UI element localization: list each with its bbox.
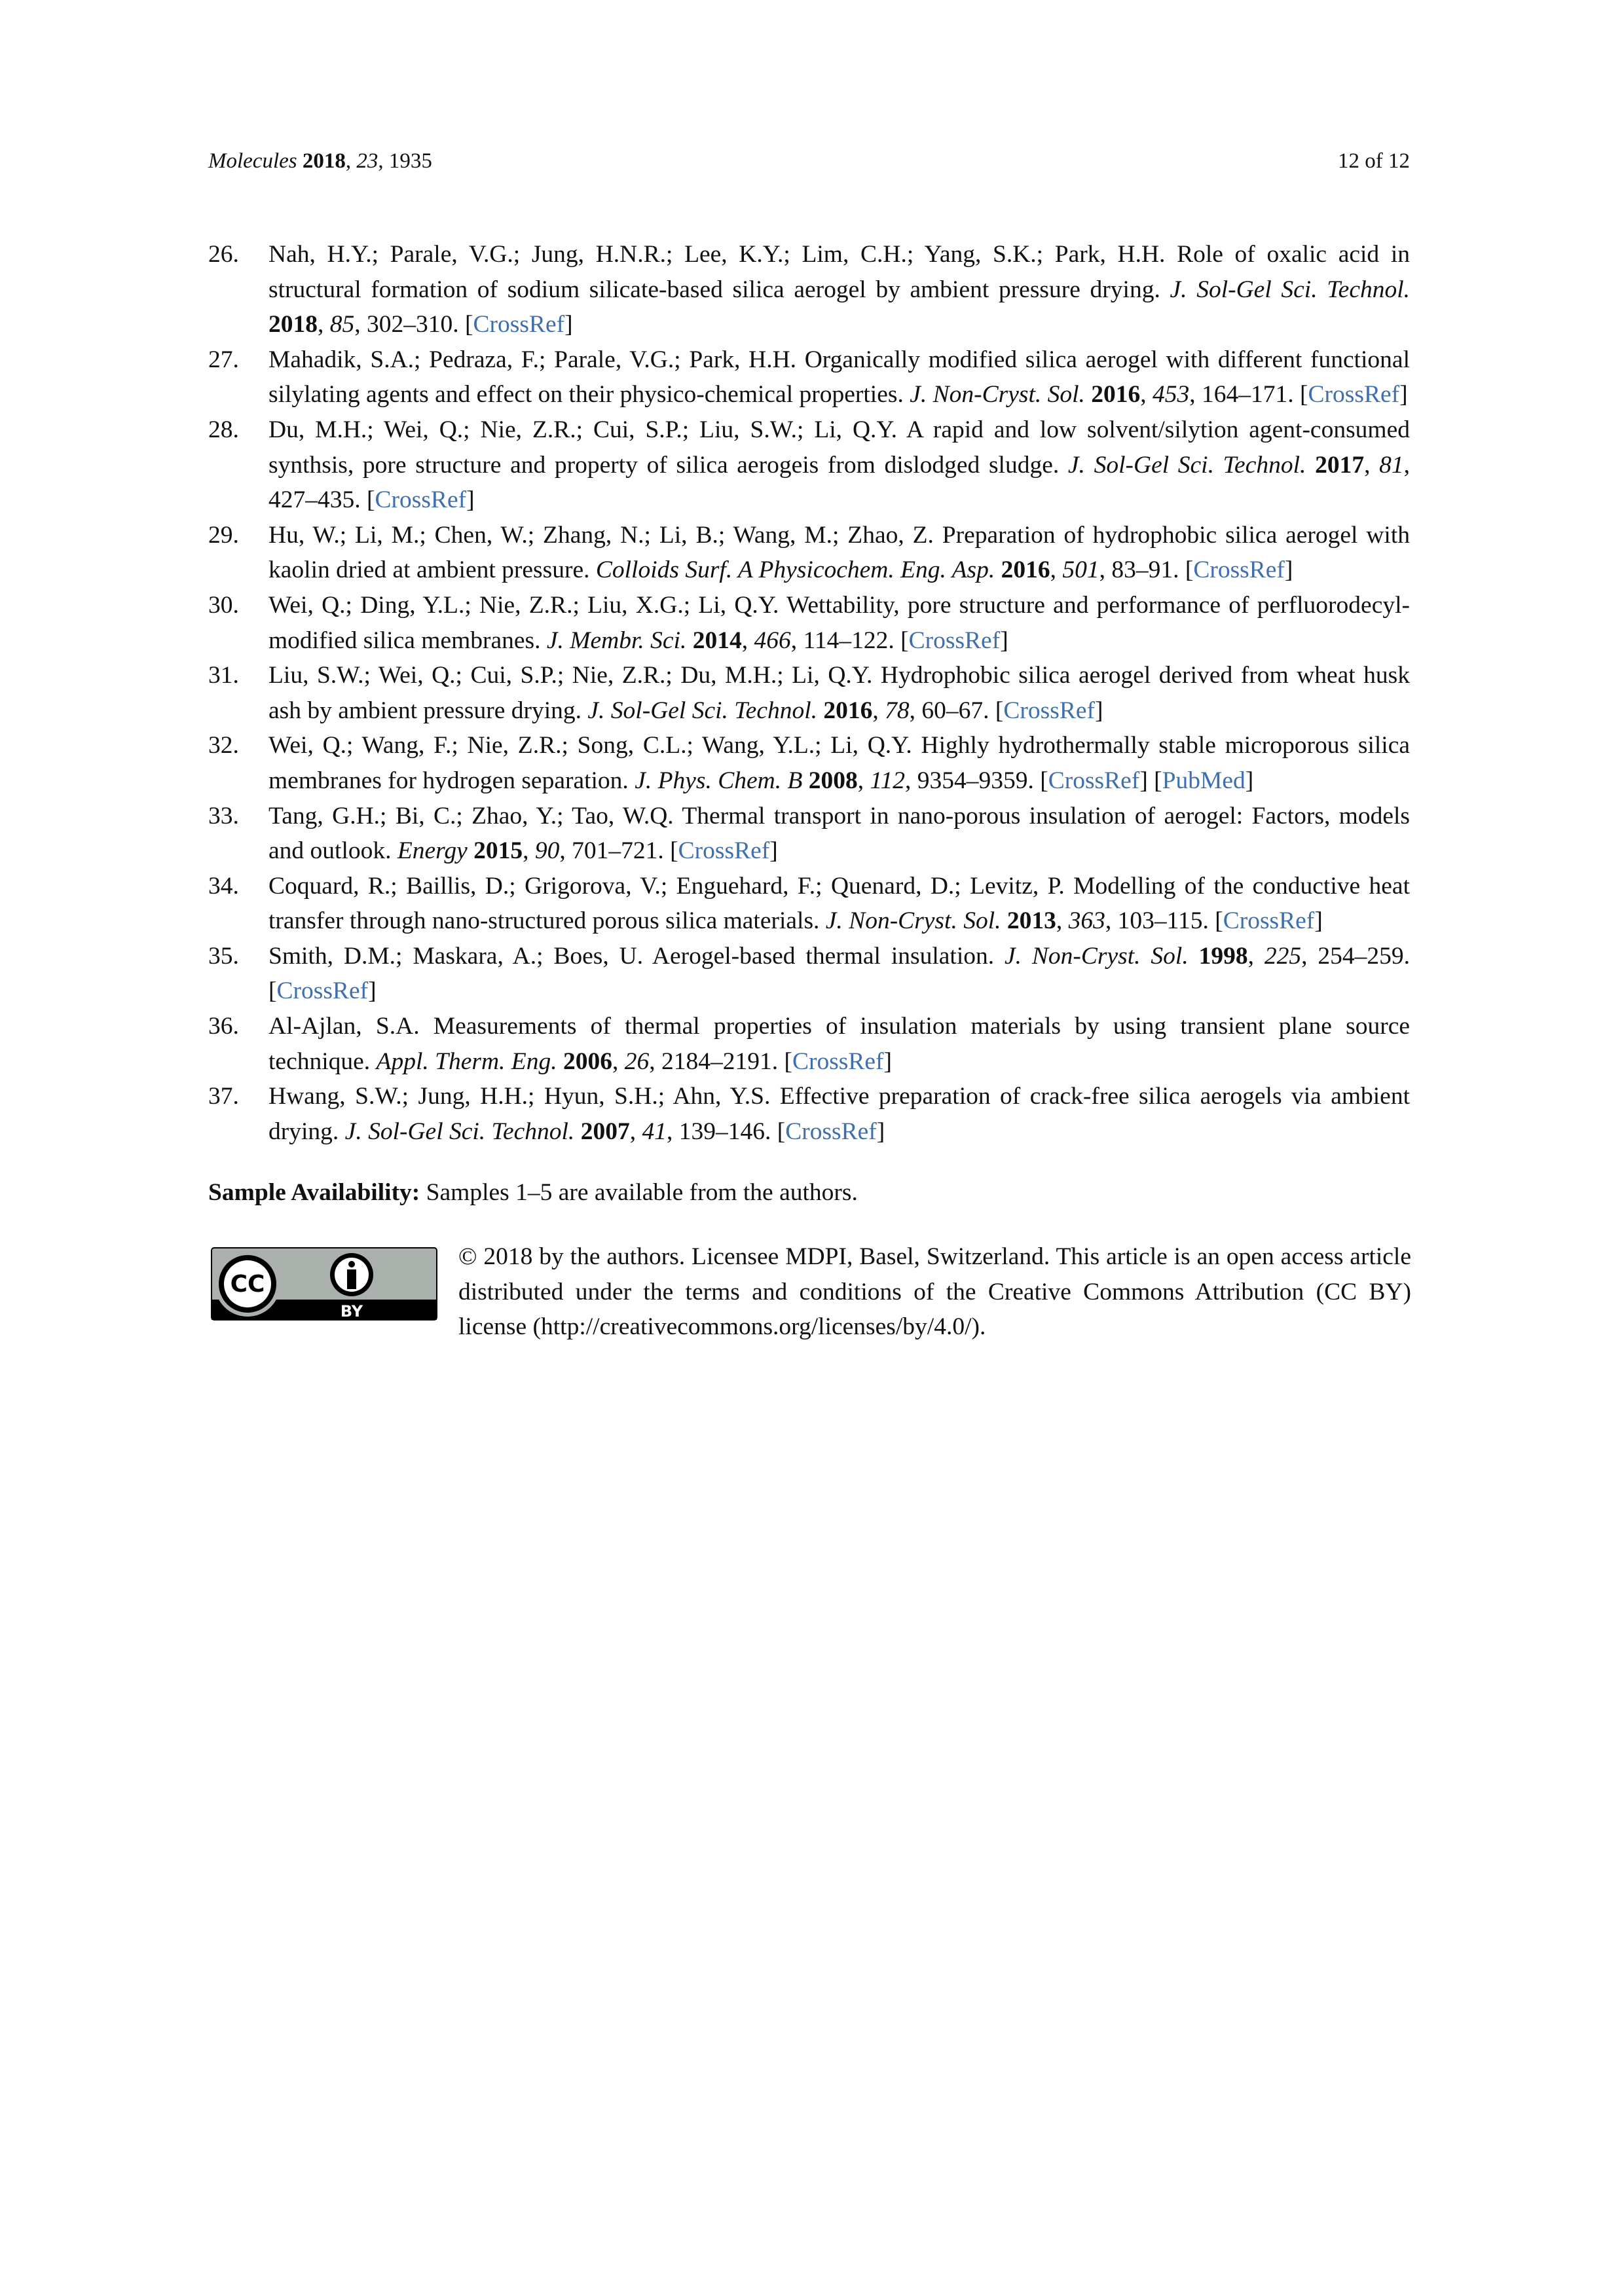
reference-year: 2016 xyxy=(1091,381,1141,409)
reference-year: 2018 xyxy=(268,311,318,338)
cc-by-license-badge[interactable] xyxy=(211,1247,437,1321)
reference-text: Hu, W.; Li, M.; Chen, W.; Zhang, N.; Li, B.; Wang, M.; Zhao, Z. Preparation of hydrophobic silica aerogel with kaolin dried at ambient pressure. Colloids Surf. A Physicochem. Eng. Asp. 2016, 501, 83–91. [CrossRef] xyxy=(268,521,1410,584)
reference-number: 28. xyxy=(208,416,239,443)
reference-pages: 9354–9359. xyxy=(917,767,1034,794)
reference-volume: 225 xyxy=(1264,942,1302,970)
crossref-link[interactable]: CrossRef xyxy=(1223,907,1315,935)
reference-volume: 85 xyxy=(329,311,355,338)
crossref-link[interactable]: CrossRef xyxy=(678,837,770,865)
reference-journal: J. Membr. Sci. xyxy=(546,627,687,654)
journal-citation: Molecules 2018, 23, 1935 xyxy=(208,149,432,173)
reference-journal: J. Non-Cryst. Sol. xyxy=(910,381,1085,409)
reference-text: Wei, Q.; Ding, Y.L.; Nie, Z.R.; Liu, X.G.; Li, Q.Y. Wettability, pore structure and performance of perfluorodecyl-modified silica membranes. J. Membr. Sci. 2014, 466, 114–122. [CrossRef] xyxy=(268,591,1410,654)
attribution-icon-body xyxy=(347,1269,356,1289)
reference-item xyxy=(208,518,1410,588)
reference-volume: 453 xyxy=(1153,381,1190,409)
reference-number: 30. xyxy=(208,591,239,619)
reference-item xyxy=(208,658,1410,728)
reference-authors-title: Smith, D.M.; Maskara, A.; Boes, U. Aerogel-based thermal insulation. xyxy=(268,942,1005,970)
sample-availability-label: Sample Availability: xyxy=(208,1179,420,1206)
reference-journal: Energy xyxy=(397,837,468,865)
reference-pages: 2184–2191. xyxy=(661,1048,779,1075)
sample-availability xyxy=(208,1178,858,1207)
reference-authors-title: Du, M.H.; Wei, Q.; Nie, Z.R.; Cui, S.P.; Liu, S.W.; Li, Q.Y. A rapid and low solvent/silytion agent-consumed synthsis, pore structure and property of silica aerogeis from dislodged sludge. xyxy=(268,416,1410,479)
reference-journal: Colloids Surf. A Physicochem. Eng. Asp. xyxy=(595,556,995,584)
sample-availability-text: Samples 1–5 are available from the authors. xyxy=(420,1179,858,1206)
crossref-link[interactable]: CrossRef xyxy=(375,486,467,514)
reference-journal: J. Sol-Gel Sci. Technol. xyxy=(587,697,818,724)
crossref-link[interactable]: CrossRef xyxy=(908,627,1001,654)
reference-number: 32. xyxy=(208,732,239,759)
reference-volume: 112 xyxy=(870,767,905,794)
reference-journal: Appl. Therm. Eng. xyxy=(376,1048,557,1075)
reference-year: 2017 xyxy=(1315,451,1365,479)
reference-year: 2006 xyxy=(563,1048,612,1075)
reference-authors-title: Tang, G.H.; Bi, C.; Zhao, Y.; Tao, W.Q. Thermal transport in nano-porous insulation of aerogel: Factors, models and outlook. xyxy=(268,802,1410,865)
reference-item xyxy=(208,869,1410,939)
reference-text: Smith, D.M.; Maskara, A.; Boes, U. Aerogel-based thermal insulation. J. Non-Cryst. Sol. 1998, 225, 254–259. [CrossRef] xyxy=(268,942,1411,1005)
reference-item xyxy=(208,412,1410,518)
reference-authors-title: Hu, W.; Li, M.; Chen, W.; Zhang, N.; Li, B.; Wang, M.; Zhao, Z. Preparation of hydrophobic silica aerogel with kaolin dried at ambient pressure. xyxy=(268,521,1410,584)
reference-item xyxy=(208,237,1410,342)
crossref-link[interactable]: CrossRef xyxy=(473,311,565,338)
license-text: © 2018 by the authors. Licensee MDPI, Basel, Switzerland. This article is an open access article distributed under the terms and conditions of the Creative Commons Attribution (CC BY) license (http://creativecommons.org/licenses/by/4.0/). xyxy=(458,1243,1411,1341)
reference-number: 31. xyxy=(208,662,239,689)
reference-pages: 254–259. xyxy=(1318,942,1411,970)
journal-volume: 23 xyxy=(356,149,378,173)
journal-year: 2018 xyxy=(302,149,346,173)
running-header xyxy=(208,149,1410,173)
crossref-link[interactable]: CrossRef xyxy=(276,977,369,1005)
cc-icon-label: CC xyxy=(230,1271,265,1298)
pubmed-link[interactable]: PubMed xyxy=(1162,767,1246,794)
reference-item xyxy=(208,1009,1410,1079)
reference-text: Nah, H.Y.; Parale, V.G.; Jung, H.N.R.; Lee, K.Y.; Lim, C.H.; Yang, S.K.; Park, H.H. Role of oxalic acid in structural formation of sodium silicate-based silica aerogel by ambient pressure drying. J. Sol-Gel Sci. Technol. 2018, 85, 302–310. [CrossRef] xyxy=(268,241,1411,338)
reference-volume: 26 xyxy=(624,1048,650,1075)
reference-year: 2007 xyxy=(580,1118,630,1145)
reference-journal: J. Sol-Gel Sci. Technol. xyxy=(1067,451,1306,479)
reference-authors-title: Wei, Q.; Ding, Y.L.; Nie, Z.R.; Liu, X.G.; Li, Q.Y. Wettability, pore structure and performance of perfluorodecyl-modified silica membranes. xyxy=(268,591,1410,654)
crossref-link[interactable]: CrossRef xyxy=(1308,381,1400,409)
reference-item xyxy=(208,1079,1410,1149)
reference-authors-title: Wei, Q.; Wang, F.; Nie, Z.R.; Song, C.L.; Wang, Y.L.; Li, Q.Y. Highly hydrothermally stable microporous silica membranes for hydrogen separation. xyxy=(268,732,1410,794)
crossref-link[interactable]: CrossRef xyxy=(1003,697,1095,724)
reference-text: Mahadik, S.A.; Pedraza, F.; Parale, V.G.; Park, H.H. Organically modified silica aerogel with different functional silylating agents and effect on their physico-chemical properties. J. Non-Cryst. Sol. 2016, 453, 164–171. [CrossRef] xyxy=(268,346,1410,409)
reference-number: 37. xyxy=(208,1083,239,1110)
reference-pages: 114–122. xyxy=(803,627,895,654)
reference-pages: 427–435. xyxy=(268,486,361,514)
reference-pages: 103–115. xyxy=(1117,907,1209,935)
reference-item xyxy=(208,342,1410,412)
reference-authors-title: Al-Ajlan, S.A. Measurements of thermal properties of insulation materials by using transient plane source technique. xyxy=(268,1013,1410,1075)
reference-pages: 164–171. xyxy=(1202,381,1294,409)
reference-item xyxy=(208,588,1410,658)
reference-journal: J. Sol-Gel Sci. Technol. xyxy=(344,1118,575,1145)
reference-volume: 363 xyxy=(1068,907,1105,935)
reference-authors-title: Coquard, R.; Baillis, D.; Grigorova, V.; Enguehard, F.; Quenard, D.; Levitz, P. Modelling of the conductive heat transfer through nano-structured porous silica materials. xyxy=(268,872,1410,935)
reference-pages: 83–91. xyxy=(1111,556,1179,584)
reference-authors-title: Liu, S.W.; Wei, Q.; Cui, S.P.; Nie, Z.R.; Du, M.H.; Li, Q.Y. Hydrophobic silica aerogel derived from wheat husk ash by ambient pressure drying. xyxy=(268,662,1410,724)
reference-year: 2016 xyxy=(823,697,873,724)
article-number: 1935 xyxy=(388,149,432,173)
by-label: BY xyxy=(340,1302,363,1321)
reference-item xyxy=(208,939,1410,1009)
reference-year: 1998 xyxy=(1198,942,1248,970)
reference-authors-title: Hwang, S.W.; Jung, H.H.; Hyun, S.H.; Ahn, Y.S. Effective preparation of crack-free silica aerogels via ambient drying. xyxy=(268,1083,1410,1145)
reference-number: 26. xyxy=(208,241,239,268)
attribution-icon-head xyxy=(348,1261,355,1267)
reference-year: 2008 xyxy=(808,767,858,794)
reference-journal: J. Phys. Chem. B xyxy=(635,767,803,794)
reference-number: 29. xyxy=(208,521,239,549)
reference-pages: 302–310. xyxy=(367,311,459,338)
reference-text: Liu, S.W.; Wei, Q.; Cui, S.P.; Nie, Z.R.; Du, M.H.; Li, Q.Y. Hydrophobic silica aerogel derived from wheat husk ash by ambient pressure drying. J. Sol-Gel Sci. Technol. 2016, 78, 60–67. [CrossRef] xyxy=(268,662,1410,724)
reference-text: Al-Ajlan, S.A. Measurements of thermal properties of insulation materials by using transient plane source technique. Appl. Therm. Eng. 2006, 26, 2184–2191. [CrossRef] xyxy=(268,1013,1410,1075)
reference-text: Coquard, R.; Baillis, D.; Grigorova, V.; Enguehard, F.; Quenard, D.; Levitz, P. Modelling of the conductive heat transfer through nano-structured porous silica materials. J. Non-Cryst. Sol. 2013, 363, 103–115. [CrossRef] xyxy=(268,872,1410,935)
reference-volume: 81 xyxy=(1379,451,1404,479)
reference-year: 2013 xyxy=(1006,907,1056,935)
license-block xyxy=(208,1239,1410,1351)
reference-volume: 41 xyxy=(642,1118,667,1145)
reference-number: 35. xyxy=(208,942,239,970)
crossref-link[interactable]: CrossRef xyxy=(785,1118,877,1145)
reference-journal: J. Non-Cryst. Sol. xyxy=(1005,942,1189,970)
reference-volume: 501 xyxy=(1062,556,1099,584)
reference-pages: 139–146. xyxy=(678,1118,771,1145)
reference-text: Wei, Q.; Wang, F.; Nie, Z.R.; Song, C.L.; Wang, Y.L.; Li, Q.Y. Highly hydrothermally stable microporous silica membranes for hydrogen separation. J. Phys. Chem. B 2008, 112, 9354–9359. [CrossRef] [PubMed] xyxy=(268,732,1410,794)
reference-item xyxy=(208,799,1410,869)
reference-year: 2015 xyxy=(473,837,523,865)
reference-pages: 701–721. xyxy=(572,837,664,865)
crossref-link[interactable]: CrossRef xyxy=(1048,767,1140,794)
reference-text: Du, M.H.; Wei, Q.; Nie, Z.R.; Cui, S.P.; Liu, S.W.; Li, Q.Y. A rapid and low solvent/silytion agent-consumed synthsis, pore structure and property of silica aerogeis from dislodged sludge. J. Sol-Gel Sci. Technol. 2017, 81, 427–435. [CrossRef] xyxy=(268,416,1410,514)
reference-volume: 78 xyxy=(885,697,910,724)
reference-authors-title: Nah, H.Y.; Parale, V.G.; Jung, H.N.R.; Lee, K.Y.; Lim, C.H.; Yang, S.K.; Park, H.H. Role of oxalic acid in structural formation of sodium silicate-based silica aerogel by ambient pressure drying. xyxy=(268,241,1410,303)
reference-pages: 60–67. xyxy=(921,697,989,724)
reference-text: Tang, G.H.; Bi, C.; Zhao, Y.; Tao, W.Q. Thermal transport in nano-porous insulation of aerogel: Factors, models and outlook. Energy 2015, 90, 701–721. [CrossRef] xyxy=(268,802,1410,865)
reference-volume: 90 xyxy=(534,837,560,865)
reference-authors-title: Mahadik, S.A.; Pedraza, F.; Parale, V.G.; Park, H.H. Organically modified silica aerogel with different functional silylating agents and effect on their physico-chemical properties. xyxy=(268,346,1410,409)
page-number: 12 of 12 xyxy=(1338,149,1410,173)
reference-text: Hwang, S.W.; Jung, H.H.; Hyun, S.H.; Ahn, Y.S. Effective preparation of crack-free silica aerogels via ambient drying. J. Sol-Gel Sci. Technol. 2007, 41, 139–146. [CrossRef] xyxy=(268,1083,1410,1145)
reference-number: 27. xyxy=(208,346,239,373)
reference-journal: J. Non-Cryst. Sol. xyxy=(825,907,1001,935)
crossref-link[interactable]: CrossRef xyxy=(792,1048,884,1075)
reference-number: 33. xyxy=(208,802,239,829)
reference-journal: J. Sol-Gel Sci. Technol. xyxy=(1170,276,1411,303)
reference-item xyxy=(208,728,1410,798)
journal-name: Molecules xyxy=(208,149,297,173)
crossref-link[interactable]: CrossRef xyxy=(1193,556,1285,584)
reference-volume: 466 xyxy=(754,627,791,654)
reference-list xyxy=(208,237,1410,1149)
reference-year: 2014 xyxy=(692,627,742,654)
reference-number: 36. xyxy=(208,1013,239,1040)
reference-year: 2016 xyxy=(1001,556,1050,584)
reference-number: 34. xyxy=(208,872,239,900)
